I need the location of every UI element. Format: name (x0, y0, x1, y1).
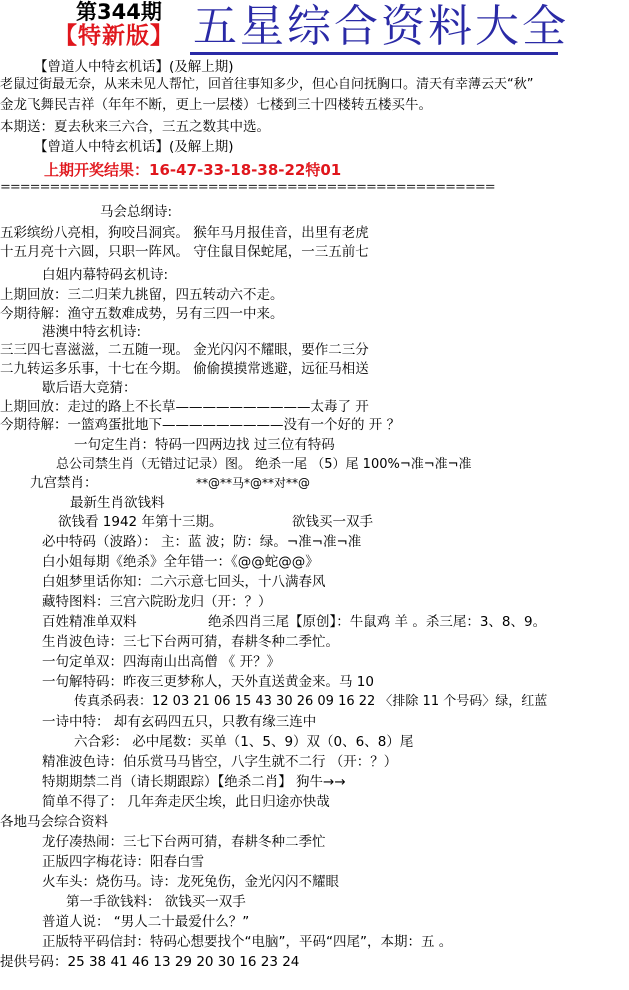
mahui-line: 五彩缤纷八亮相，狗咬吕洞宾。 猴年马月报佳音，出里有老虎 (0, 225, 369, 241)
longzai-line: 龙仔凑热闹：三七下台两可猜，春耕冬种二季忙 (42, 834, 326, 850)
title-underline (190, 52, 558, 55)
one-sentence-zodiac: 一句定生肖：特码一四两边找 过三位有特码 (74, 437, 335, 453)
huoche-line: 火车头：烧伤马。诗：龙死兔伤，金光闪闪不耀眼 (42, 874, 339, 890)
jiugong-label: 九宫禁肖： (30, 475, 98, 491)
special-edition-label: 【特新版】 (54, 23, 174, 49)
shengxiao-line: 生肖波色诗：三七下台两可猜，春耕冬种二季忙。 (42, 634, 339, 650)
jingzhun-line: 精准波色诗：伯乐赏马马皆空，八字生就不二行 （开：？） (42, 754, 398, 770)
separator-line: ================================================== (0, 181, 495, 195)
gangao-line: 二九转运多乐事，十七在今期。 偷偷摸摸常逃避，远征马相送 (0, 361, 369, 377)
xiehouyu-prev: 上期回放：走过的路上不长草——————————太毒了 开 (0, 399, 369, 415)
poem-line: 金龙飞舞民吉祥（年年不断，更上一层楼）七楼到三十四楼转五楼买牛。 (0, 97, 432, 113)
mahui-line: 十五月亮十六圆，只职一阵风。 守住鼠目保蛇尾，一三五前七 (0, 244, 369, 260)
last-result: 上期开奖结果：16-47-33-18-38-22特01 (44, 161, 342, 179)
bizhong-line: 必中特码（波路）： 主：蓝 波；防：绿。¬准¬准¬准 (42, 534, 362, 550)
xiehouyu-title: 歇后语大竞猜： (42, 380, 137, 396)
region-title: 各地马会综合资料 (0, 814, 108, 830)
yishi-line: 一诗中特： 却有玄码四五只，只教有缘三连中 (42, 714, 317, 730)
section-heading: 【曾道人中特玄机话】(及解上期) (34, 139, 234, 155)
jiandan-line: 简单不得了： 几年奔走厌尘埃，此日归途亦快哉 (42, 794, 330, 810)
tigong-line: 提供号码：25 38 41 46 13 29 20 30 16 23 24 (0, 954, 300, 970)
xiehouyu-now: 今期待解：一篮鸡蛋批地下—————————没有一个好的 开 ？ (0, 417, 401, 433)
baixing-right: 绝杀四肖三尾【原创】：牛鼠鸡 羊 。杀三尾：3、8、9。 (208, 614, 547, 630)
gangao-line: 三三四七喜滋滋，二五随一现。 金光闪闪不耀眼，要作二三分 (0, 342, 369, 358)
baijie-title: 白姐内幕特码玄机诗: (42, 267, 169, 283)
chuanqi-line: 传真杀码表：12 03 21 06 15 43 30 26 09 16 22 〈排除 11 个号码〉绿，红蓝 (74, 694, 548, 709)
diyi-line: 第一手欲钱料： 欲钱买一双手 (66, 894, 246, 910)
yuqian-right: 欲钱买一双手 (292, 514, 373, 530)
puren-line: 普道人说： “男人二十最爱什么？” (42, 914, 250, 930)
baijie-now: 今期待解：渔守五数难成势，另有三四一中来。 (0, 306, 284, 322)
issue-number: 第344期 (76, 0, 162, 24)
page-title: 五星综合资料大全 (193, 1, 569, 52)
latest-title: 最新生肖欲钱料 (70, 495, 165, 511)
treasure-line: 藏特图料：三宫六院盼龙归（开：？） (42, 594, 272, 610)
jieshi-line: 一句解特码：昨夜三更梦称人，天外直送黄金来。马 10 (42, 674, 374, 690)
jiugong-value: **@**马*@**对**@ (196, 476, 311, 490)
gangao-title: 港澳中特玄机诗: (42, 324, 142, 340)
baixing-line: 百姓精准单双料 (42, 614, 137, 630)
company-ban: 总公司禁生肖（无错过记录）图。 绝杀一尾 （5）尾 100%¬准¬准¬准 (56, 457, 472, 472)
dream-line: 白姐梦里话你知：二六示意七回头，十八满春风 (42, 574, 326, 590)
teshu-line: 特期期禁二肖（请长期跟踪）【绝杀二肖】 狗牛→→ (42, 774, 346, 790)
liuhe-line: 六合彩： 必中尾数：买单（1、5、9）双（0、6、8）尾 (74, 734, 414, 750)
pingma-line: 正版特平码信封：特码心想要找个“电脑”，平码“四尾”，本期：五 。 (42, 934, 453, 950)
mahui-title: 马会总纲诗: (100, 204, 173, 220)
danshuang-line: 一句定单双：四海南山出高僧 《 开？》 (42, 654, 281, 670)
section-heading: 【曾道人中特玄机话】(及解上期) (34, 59, 234, 75)
zhengban-line: 正版四字梅花诗：阳春白雪 (42, 854, 204, 870)
poem-line: 老鼠过街最无奈，从来未见人帮忙，回首往事知多少，但心自问抚胸口。清天有幸薄云天“秋” (0, 77, 534, 92)
send-line: 本期送：夏去秋来三六合，三五之数其中选。 (0, 119, 270, 135)
yuqian-line: 欲钱看 1942 年第十三期。 (58, 514, 223, 530)
xiaojie-line: 白小姐每期《绝杀》全年错一：《@@蛇@@》 (42, 554, 319, 570)
baijie-prev: 上期回放：三二归茉九挑留，四五转动六不走。 (0, 287, 284, 303)
